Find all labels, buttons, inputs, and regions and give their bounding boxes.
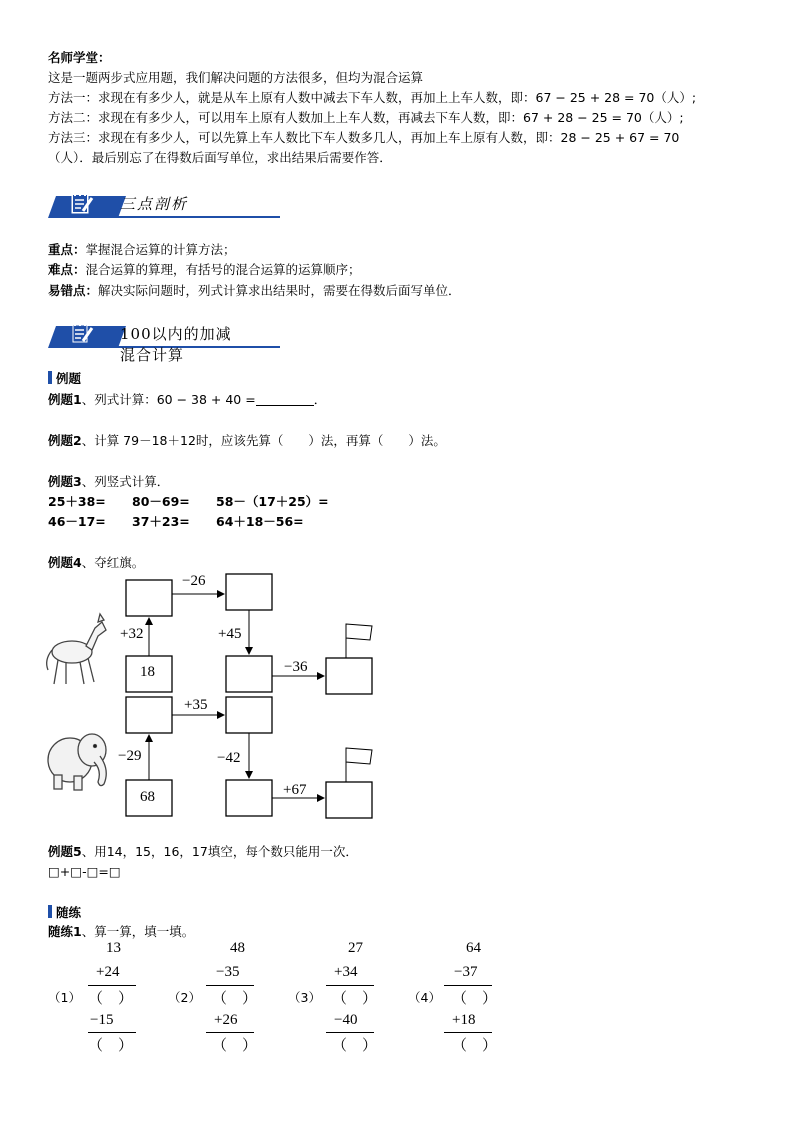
answer-box[interactable]: [226, 574, 272, 610]
column-result-2[interactable]: （ ）: [452, 1038, 498, 1054]
column-index: （3）: [288, 990, 321, 1005]
key-point-text: 掌握混合运算的计算方法；: [85, 242, 236, 257]
column-result-2[interactable]: （ ）: [212, 1038, 258, 1054]
flag-icon: [346, 748, 372, 782]
answer-box[interactable]: [326, 782, 372, 818]
section-title-label: 100以内的加减混合计算: [120, 325, 232, 364]
example-3-problem: 80－69=: [132, 494, 190, 509]
tips-line-2: 方法一：求现在有多少人，就是从车上原有人数中减去下车人数，再加上上车人数，即：67 − 25 + 28 = 70（人）;: [48, 90, 697, 105]
practice-heading: 随练: [48, 903, 81, 923]
example-1-text: 、列式计算：60 − 38 + 40 =: [81, 392, 256, 407]
horse-op-4: −36: [284, 659, 308, 675]
answer-box[interactable]: [126, 580, 172, 616]
practice-column: [408, 940, 508, 1055]
example-2-label: 例题2: [48, 433, 82, 448]
practice-1: [48, 922, 194, 942]
tips-line-5: （人）．最后别忘了在得数后面写单位，求出结果后需要作答．: [48, 150, 392, 165]
answer-box[interactable]: [226, 656, 272, 692]
elephant-op-1: −29: [118, 748, 142, 764]
example-2: [48, 431, 446, 451]
hard-point-label: 难点：: [48, 262, 86, 277]
column-start: 64: [466, 940, 481, 956]
example-4-text: 、夺红旗。: [81, 555, 145, 570]
column-result-2[interactable]: （ ）: [88, 1038, 134, 1054]
key-point: [48, 240, 236, 260]
elephant-icon: [48, 734, 106, 790]
column-result-2[interactable]: （ ）: [332, 1038, 378, 1054]
column-op-2: +26: [214, 1012, 238, 1028]
error-point: [48, 281, 461, 301]
key-point-label: 重点：: [48, 242, 86, 257]
example-3-text: 、列竖式计算．: [81, 474, 170, 489]
section-title-analysis: [48, 188, 238, 218]
tips-line-3: 方法二：求现在有多少人，可以用车上原有人数加上上车人数，再减去下车人数，即：67 + 28 − 25 = 70（人）;: [48, 110, 684, 125]
example-3: [48, 472, 169, 492]
error-point-text: 解决实际问题时，列式计算求出结果时，需要在得数后面写单位．: [98, 283, 461, 298]
column-op-1: +34: [334, 964, 358, 980]
hard-point-text: 混合运算的算理，有括号的混合运算的运算顺序；: [85, 262, 361, 277]
horse-op-1: +32: [120, 626, 144, 642]
flag-icon: [346, 624, 372, 658]
column-op-2: +18: [452, 1012, 476, 1028]
column-op-2: −15: [90, 1012, 114, 1028]
answer-box[interactable]: [226, 780, 272, 816]
practice-1-label: 随练1: [48, 924, 82, 939]
example-5: [48, 842, 358, 862]
horse-op-2: −26: [182, 573, 206, 589]
example-4-label: 例题4: [48, 555, 82, 570]
column-index: （2）: [168, 990, 201, 1005]
example-1-end: ．: [313, 392, 327, 407]
column-result-1[interactable]: （ ）: [332, 991, 378, 1007]
notepad-pencil-icon: [70, 320, 94, 346]
answer-box[interactable]: [126, 697, 172, 733]
practice-column: [48, 940, 148, 1055]
elephant-start-value: 68: [140, 789, 155, 805]
example-3-problem: 64＋18－56=: [216, 514, 304, 529]
example-5-label: 例题5: [48, 844, 82, 859]
column-start: 13: [106, 940, 121, 956]
example-3-problem: 37＋23=: [132, 514, 190, 529]
example-1: [48, 390, 326, 410]
column-result-1[interactable]: （ ）: [88, 991, 134, 1007]
column-index: （1）: [48, 990, 81, 1005]
example-3-problem: 46－17=: [48, 514, 106, 529]
section-title-label: 三点剖析: [120, 195, 189, 213]
notepad-pencil-icon: [70, 190, 94, 216]
column-result-1[interactable]: （ ）: [212, 991, 258, 1007]
example-5-formula[interactable]: □+□-□=□: [48, 864, 121, 879]
capture-flag-diagram: [40, 570, 380, 830]
column-op-1: −35: [216, 964, 240, 980]
practice-column: [288, 940, 388, 1055]
example-3-problem: 58－（17＋25）=: [216, 494, 329, 509]
section-title-mixed: [48, 318, 238, 364]
examples-heading: 例题: [48, 369, 81, 389]
column-op-1: −37: [454, 964, 478, 980]
tips-line-4: 方法三：求现在有多少人，可以先算上车人数比下车人数多几人，再加上车上原有人数，即：28 − 25 + 67 = 70: [48, 130, 680, 145]
example-3-problem: 25＋38=: [48, 494, 106, 509]
answer-blank[interactable]: [256, 391, 314, 406]
answer-box[interactable]: [226, 697, 272, 733]
hard-point: [48, 260, 361, 280]
horse-icon: [47, 614, 106, 684]
section-marker: [48, 905, 52, 918]
error-point-label: 易错点：: [48, 283, 99, 298]
elephant-op-3: −42: [217, 750, 241, 766]
tips-heading: 名师学堂：: [48, 50, 111, 65]
column-op-1: +24: [96, 964, 120, 980]
elephant-op-2: +35: [184, 697, 208, 713]
practice-1-text: 、算一算，填一填。: [81, 924, 195, 939]
column-start: 48: [230, 940, 245, 956]
example-2-text: 、计算 79－18＋12时，应该先算（ ）法，再算（ ）法。: [81, 433, 446, 448]
practice-column: [168, 940, 268, 1055]
column-start: 27: [348, 940, 363, 956]
column-op-2: −40: [334, 1012, 358, 1028]
section-marker: [48, 371, 52, 384]
example-1-label: 例题1: [48, 392, 82, 407]
elephant-op-4: +67: [283, 782, 307, 798]
horse-start-value: 18: [140, 664, 155, 680]
column-result-1[interactable]: （ ）: [452, 991, 498, 1007]
example-3-label: 例题3: [48, 474, 82, 489]
answer-box[interactable]: [326, 658, 372, 694]
tips-line-1: 这是一题两步式应用题，我们解决问题的方法很多，但均为混合运算: [48, 70, 424, 85]
horse-op-3: +45: [218, 626, 242, 642]
column-index: （4）: [408, 990, 441, 1005]
example-5-text: 、用14，15，16，17填空，每个数只能用一次．: [81, 844, 358, 859]
